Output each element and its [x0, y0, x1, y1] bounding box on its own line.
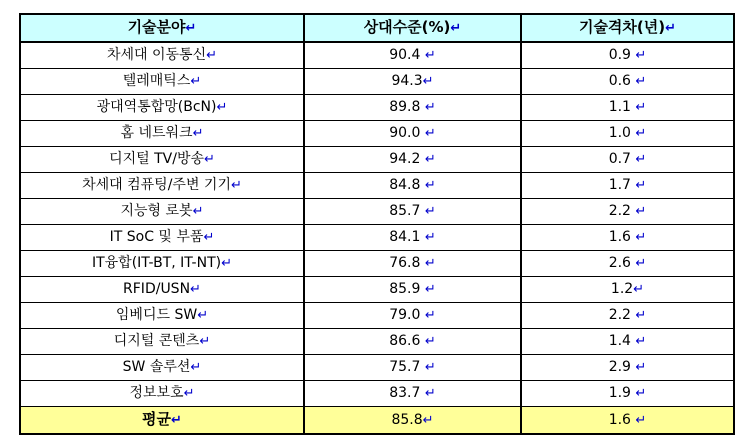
field-text: 지능형 로봇 [120, 203, 193, 219]
return-mark: ↵ [197, 308, 209, 323]
field-cell [20, 42, 304, 69]
level-value: 94.3 [391, 73, 423, 89]
return-mark: ↵ [183, 386, 195, 401]
return-mark: ↵ [635, 334, 647, 349]
table-row [20, 69, 734, 95]
field-text: IT SoC 및 부품 [109, 229, 204, 245]
average-level-cell [304, 407, 521, 435]
return-mark: ↵ [192, 126, 204, 141]
return-mark: ↵ [190, 360, 202, 375]
gap-cell [521, 147, 734, 173]
table-row [20, 199, 734, 225]
return-mark: ↵ [190, 282, 201, 297]
gap-value: 2.6 [608, 255, 636, 271]
gap-value: 1.7 [608, 177, 636, 193]
return-mark: ↵ [665, 21, 677, 36]
field-cell [20, 355, 304, 381]
gap-value: 0.7 [608, 151, 636, 167]
return-mark: ↵ [424, 256, 436, 271]
gap-cell [521, 251, 734, 277]
level-value: 84.8 [389, 177, 425, 193]
field-cell [20, 147, 304, 173]
col-header-field-label: 기술분야 [127, 18, 186, 36]
return-mark: ↵ [424, 126, 436, 141]
level-value: 84.1 [389, 229, 425, 245]
field-text: 디지털 TV/방송 [109, 151, 204, 167]
level-cell [304, 355, 521, 381]
field-text: 디지털 콘텐츠 [113, 333, 200, 349]
average-label-cell [20, 407, 304, 435]
return-mark: ↵ [185, 21, 197, 36]
field-text: IT융합(IT-BT, IT-NT) [91, 255, 222, 271]
return-mark: ↵ [216, 100, 228, 115]
return-mark: ↵ [190, 74, 202, 89]
level-value: 76.8 [389, 255, 425, 271]
gap-cell [521, 329, 734, 355]
return-mark: ↵ [424, 334, 436, 349]
gap-value: 1.9 [608, 385, 636, 401]
return-mark: ↵ [635, 48, 647, 63]
table-row [20, 225, 734, 251]
level-value: 75.7 [389, 359, 425, 375]
table-row [20, 173, 734, 199]
level-value: 79.0 [389, 307, 425, 323]
gap-cell [521, 355, 734, 381]
header-row [20, 14, 734, 42]
return-mark: ↵ [635, 100, 647, 115]
return-mark: ↵ [635, 308, 647, 323]
return-mark: ↵ [635, 178, 647, 193]
average-row [20, 407, 734, 435]
field-cell [20, 329, 304, 355]
gap-value: 2.9 [608, 359, 636, 375]
field-cell [20, 303, 304, 329]
field-text: 정보보호 [129, 385, 184, 401]
return-mark: ↵ [203, 230, 215, 245]
gap-value: 0.6 [608, 73, 636, 89]
table-row [20, 251, 734, 277]
return-mark: ↵ [230, 178, 242, 193]
field-cell [20, 277, 304, 303]
level-value: 85.7 [389, 203, 425, 219]
return-mark: ↵ [204, 152, 215, 167]
return-mark: ↵ [424, 48, 436, 63]
return-mark: ↵ [635, 386, 647, 401]
field-cell [20, 173, 304, 199]
field-cell [20, 121, 304, 147]
table-row [20, 381, 734, 407]
gap-cell [521, 69, 734, 95]
level-cell [304, 381, 521, 407]
level-cell [304, 277, 521, 303]
return-mark: ↵ [450, 21, 462, 36]
level-cell [304, 42, 521, 69]
average-gap-value: 1.6 [608, 411, 636, 428]
col-header-field [20, 14, 304, 42]
gap-value: 1.4 [608, 333, 636, 349]
field-cell [20, 381, 304, 407]
return-mark: ↵ [424, 230, 436, 245]
tech-level-table [19, 13, 735, 435]
return-mark: ↵ [424, 152, 436, 167]
return-mark: ↵ [424, 308, 436, 323]
field-text: SW 솔루션 [122, 359, 191, 375]
level-cell [304, 199, 521, 225]
return-mark: ↵ [192, 204, 204, 219]
return-mark: ↵ [635, 230, 647, 245]
table-row [20, 355, 734, 381]
return-mark: ↵ [422, 412, 434, 428]
gap-value: 1.6 [608, 229, 636, 245]
return-mark: ↵ [424, 386, 436, 401]
gap-cell [521, 381, 734, 407]
gap-cell [521, 225, 734, 251]
gap-value: 1.0 [608, 125, 636, 141]
level-value: 85.9 [389, 281, 425, 297]
field-text: RFID/USN [123, 281, 191, 297]
field-cell [20, 199, 304, 225]
col-header-level-label: 상대수준(%) [363, 18, 451, 36]
field-cell [20, 251, 304, 277]
gap-cell [521, 303, 734, 329]
field-text: 광대역통합망(BcN) [96, 99, 217, 115]
field-text: 홈 네트워크 [120, 125, 193, 141]
gap-cell [521, 42, 734, 69]
table-row [20, 147, 734, 173]
gap-cell [521, 173, 734, 199]
return-mark: ↵ [206, 48, 218, 63]
col-header-level [304, 14, 521, 42]
level-value: 89.8 [389, 99, 425, 115]
gap-value: 2.2 [608, 307, 636, 323]
gap-value: 1.1 [608, 99, 636, 115]
level-cell [304, 173, 521, 199]
field-text: 임베디드 SW [115, 307, 198, 323]
return-mark: ↵ [424, 100, 436, 115]
field-cell [20, 95, 304, 121]
return-mark: ↵ [635, 126, 647, 141]
gap-cell [521, 121, 734, 147]
table-row [20, 329, 734, 355]
gap-cell [521, 95, 734, 121]
return-mark: ↵ [171, 413, 182, 428]
table-row [20, 42, 734, 69]
table-row [20, 277, 734, 303]
return-mark: ↵ [635, 360, 647, 375]
return-mark: ↵ [633, 282, 645, 297]
average-label: 평균 [142, 410, 172, 428]
gap-value: 0.9 [608, 47, 636, 63]
table-row [20, 303, 734, 329]
gap-cell [521, 277, 734, 303]
level-value: 90.0 [389, 125, 425, 141]
return-mark: ↵ [635, 256, 647, 271]
level-cell [304, 121, 521, 147]
field-text: 차세대 이동통신 [106, 47, 207, 63]
level-value: 83.7 [389, 385, 425, 401]
return-mark: ↵ [635, 152, 647, 167]
table-row [20, 121, 734, 147]
field-cell [20, 225, 304, 251]
level-cell [304, 95, 521, 121]
return-mark: ↵ [422, 74, 434, 89]
return-mark: ↵ [635, 204, 647, 219]
field-text: 텔레매틱스 [122, 73, 191, 89]
level-value: 94.2 [389, 151, 425, 167]
level-value: 86.6 [389, 333, 425, 349]
level-cell [304, 147, 521, 173]
level-cell [304, 69, 521, 95]
level-value: 90.4 [389, 47, 425, 63]
average-level-value: 85.8 [391, 411, 423, 428]
col-header-gap [521, 14, 734, 42]
return-mark: ↵ [635, 74, 647, 89]
level-cell [304, 225, 521, 251]
return-mark: ↵ [424, 178, 436, 193]
field-text: 차세대 컴퓨팅/주변 기기 [82, 177, 231, 193]
return-mark: ↵ [424, 282, 436, 297]
field-cell [20, 69, 304, 95]
gap-value: 1.2 [610, 281, 634, 297]
level-cell [304, 329, 521, 355]
gap-cell [521, 199, 734, 225]
level-cell [304, 303, 521, 329]
level-cell [304, 251, 521, 277]
return-mark: ↵ [221, 256, 233, 271]
table-row [20, 95, 734, 121]
return-mark: ↵ [199, 334, 211, 349]
return-mark: ↵ [635, 412, 647, 428]
col-header-gap-label: 기술격차(년) [578, 18, 666, 36]
return-mark: ↵ [424, 360, 436, 375]
average-gap-cell [521, 407, 734, 435]
return-mark: ↵ [424, 204, 436, 219]
gap-value: 2.2 [608, 203, 636, 219]
